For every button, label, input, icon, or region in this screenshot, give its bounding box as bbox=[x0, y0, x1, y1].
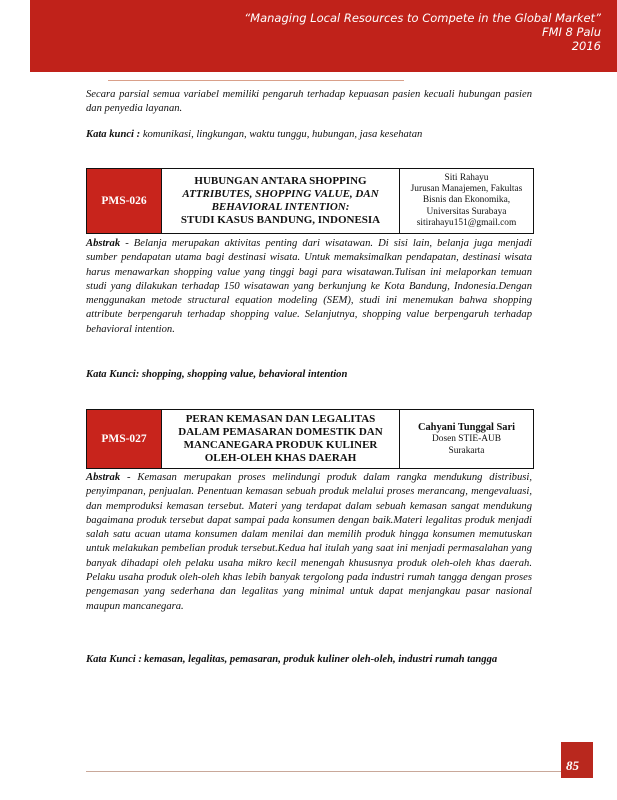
author-affiliation: Jurusan Manajemen, Fakultas bbox=[410, 184, 523, 195]
keywords-label: Kata Kunci : bbox=[86, 654, 142, 665]
entry-title bbox=[162, 169, 400, 233]
header-band bbox=[30, 0, 617, 72]
header-conference-theme: “Managing Local Resources to Compete in the Global Market” bbox=[244, 11, 601, 25]
author-name: Siti Rahayu bbox=[444, 172, 489, 183]
top-keywords-value: komunikasi, lingkungan, waktu tunggu, hubungan, jasa kesehatan bbox=[142, 129, 423, 140]
top-keywords-label: Kata kunci : bbox=[86, 129, 141, 140]
entry-title-line: HUBUNGAN ANTARA SHOPPING bbox=[194, 174, 367, 187]
header-year: 2016 bbox=[571, 39, 601, 53]
entry-title-line: DALAM PEMASARAN DOMESTIK DAN bbox=[178, 425, 383, 438]
page-number: 85 bbox=[566, 758, 579, 773]
entry-author bbox=[400, 169, 533, 233]
abstract-label: Abstrak bbox=[86, 472, 121, 483]
author-name: Cahyani Tunggal Sari bbox=[417, 422, 516, 434]
header-divider bbox=[108, 80, 404, 81]
abstract-pms-026 bbox=[86, 237, 532, 337]
abstract-text: - Kemasan merupakan proses melindungi produk dalam rangka mendukung distribusi, penyimpanan, penjualan. Penentuan kemasan sebuah produk melalui proses merancang, mengevaluasi, dan memproduksi kemasan tersebut. Materi yang terdapat dalam sebuah kemasan sangat mendukung bagaimana produk tersebut dapat sampai pada konsumen dengan baik.Materi legalitas produk menjadi salah satu acuan utama konsumen dalam menilai dan memilih produk hingga konsumen memutuskan untuk melakukan pembelian produk tersebut.Kedua hal itulah yang saat ini menjadi permasalahan yang banyak dihadapi oleh pelaku usaha mikro kecil menengah khususnya produk oleh-oleh khas daerah. Pelaku usaha produk oleh-oleh khas lebih banyak tergolong pada industri rumah tangga dengan proses pengemasan yang sederhana dan legalitas yang minimal untuk dapat menjangkau pasar nasional maupun mancanegara. bbox=[86, 472, 532, 612]
entry-author bbox=[400, 410, 533, 468]
footer-rule bbox=[86, 771, 593, 772]
abstract-label: Abstrak bbox=[86, 238, 121, 249]
author-affiliation: Dosen STIE-AUB bbox=[431, 434, 501, 445]
keywords-pms-026: Kata Kunci: shopping, shopping value, behavioral intention bbox=[86, 369, 348, 380]
entry-title-line: STUDI KASUS BANDUNG, INDONESIA bbox=[180, 214, 381, 227]
author-affiliation: Bisnis dan Ekonomika, bbox=[422, 195, 511, 206]
top-paragraph: Secara parsial semua variabel memiliki pengaruh terhadap kepuasan pasien kecuali hubungan pasien dan penyedia layanan. bbox=[86, 89, 532, 115]
entry-title bbox=[162, 410, 400, 468]
abstract-pms-027 bbox=[86, 471, 532, 614]
entry-title-line: BEHAVIORAL INTENTION: bbox=[211, 201, 350, 213]
entry-code: PMS-026 bbox=[87, 169, 162, 233]
entry-title-line: ATTRIBUTES, SHOPPING VALUE, DAN bbox=[182, 187, 379, 200]
entry-title-line: OLEH-OLEH KHAS DAERAH bbox=[204, 452, 357, 465]
author-affiliation: Universitas Surabaya bbox=[426, 206, 507, 217]
entry-pms-026 bbox=[86, 168, 534, 234]
entry-title-line: MANCANEGARA PRODUK KULINER bbox=[183, 439, 378, 451]
abstract-text: - Belanja merupakan aktivitas penting dari wisatawan. Di sisi lain, belanja juga menjadi sumber pendapatan utama bagi destinasi wisata. Untuk memaksimalkan pendapatan, destinasi wisata harus menawarkan shopping value yang tinggi bagi para wisatawan.Tulisan ini melaporkan temuan studi yang dilakukan terhadap 150 wisatawan yang berkunjung ke Kota Bandung, Indonesia.Dengan menggunakan metode structural equation modeling (SEM), studi ini menemukan bahwa shopping attribute berpengaruh terhadap shopping value. Selanjutnya, shopping value berpengaruh terhadap behavioral intention. bbox=[86, 238, 532, 335]
author-location: Surakarta bbox=[448, 445, 485, 456]
header-event-name: FMI 8 Palu bbox=[541, 25, 601, 39]
keywords-value: kemasan, legalitas, pemasaran, produk kuliner oleh-oleh, industri rumah tangga bbox=[144, 654, 498, 665]
entry-pms-027 bbox=[86, 409, 534, 469]
top-keywords bbox=[86, 128, 532, 142]
entry-title-line: PERAN KEMASAN DAN LEGALITAS bbox=[185, 412, 376, 425]
author-email: sitirahayu151@gmail.com bbox=[416, 217, 517, 228]
entry-code: PMS-027 bbox=[87, 410, 162, 468]
